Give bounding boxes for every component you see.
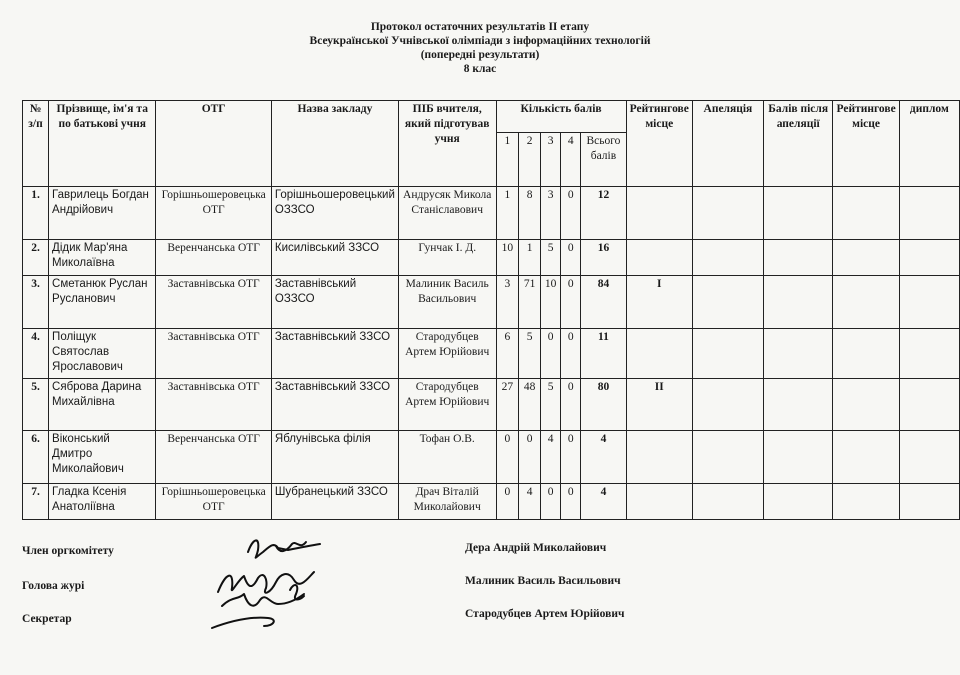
student-otg: Заставнівська ОТГ [156, 276, 271, 329]
rank [626, 484, 692, 520]
score-3: 5 [541, 379, 561, 431]
score-4: 0 [561, 329, 581, 379]
student-otg: Заставнівська ОТГ [156, 329, 271, 379]
table-row [23, 240, 960, 276]
school-name: Горішньошеровецький ОЗЗСО [271, 187, 398, 240]
score-3: 5 [541, 240, 561, 276]
col-appeal: Апеляція [692, 101, 763, 187]
col-total: Всього балів [581, 133, 626, 187]
score-4: 0 [561, 379, 581, 431]
col-after-appeal: Балів після апеляції [763, 101, 833, 187]
results-table [22, 100, 960, 520]
student-name: Дідик Мар'яна Миколаївна [49, 240, 156, 276]
row-num: 5. [23, 379, 49, 431]
score-2: 8 [519, 187, 541, 240]
score-2: 1 [519, 240, 541, 276]
score-3: 0 [541, 484, 561, 520]
row-num: 6. [23, 431, 49, 484]
row-num: 4. [23, 329, 49, 379]
score-1: 10 [496, 240, 519, 276]
signer-name-2: Малиник Василь Васильович [465, 575, 621, 587]
col-task-3: 3 [541, 133, 561, 187]
teacher-name: Андрусяк Микола Станіславович [398, 187, 496, 240]
header-note: (попередні результати) [420, 49, 540, 61]
col-final-rank: Рейтингове місце [833, 101, 899, 187]
rank [626, 431, 692, 484]
score-3: 4 [541, 431, 561, 484]
table-row [23, 187, 960, 240]
row-num: 2. [23, 240, 49, 276]
rank [626, 240, 692, 276]
student-otg: Заставнівська ОТГ [156, 379, 271, 431]
col-task-2: 2 [519, 133, 541, 187]
score-3: 0 [541, 329, 561, 379]
score-total: 12 [581, 187, 626, 240]
score-1: 0 [496, 431, 519, 484]
rank [626, 187, 692, 240]
student-name: Сметанюк Руслан Русланович [49, 276, 156, 329]
signer-name-1: Дера Андрій Миколайович [465, 542, 607, 554]
school-name: Кисилівський ЗЗСО [271, 240, 398, 276]
score-2: 5 [519, 329, 541, 379]
col-school: Назва закладу [271, 101, 398, 187]
school-name: Шубранецький ЗЗСО [271, 484, 398, 520]
school-name: Заставнівський ЗЗСО [271, 379, 398, 431]
table-row [23, 431, 960, 484]
score-total: 11 [581, 329, 626, 379]
score-4: 0 [561, 484, 581, 520]
score-1: 6 [496, 329, 519, 379]
score-2: 4 [519, 484, 541, 520]
signer-name-3: Стародубцев Артем Юрійович [465, 608, 625, 620]
score-2: 71 [519, 276, 541, 329]
row-num: 3. [23, 276, 49, 329]
student-otg: Горішньошеровецька ОТГ [156, 484, 271, 520]
student-name: Віконський Дмитро Миколайович [49, 431, 156, 484]
score-4: 0 [561, 240, 581, 276]
school-name: Яблунівська філія [271, 431, 398, 484]
student-name: Гладка Ксенія Анатоліївна [49, 484, 156, 520]
student-name: Поліщук Святослав Ярославович [49, 329, 156, 379]
document-header [0, 20, 960, 76]
col-rank: Рейтингове місце [626, 101, 692, 187]
score-total: 80 [581, 379, 626, 431]
teacher-name: Малиник Василь Васильович [398, 276, 496, 329]
col-diploma: диплом [899, 101, 959, 187]
col-num: № з/п [23, 101, 49, 187]
score-1: 0 [496, 484, 519, 520]
student-otg: Веренчанська ОТГ [156, 240, 271, 276]
header-subtitle: Всеукраїнської Учнівської олімпіади з інформаційних технологій [309, 35, 651, 47]
score-1: 1 [496, 187, 519, 240]
col-task-1: 1 [496, 133, 519, 187]
rank [626, 329, 692, 379]
table-row [23, 276, 960, 329]
col-otg: ОТГ [156, 101, 271, 187]
score-3: 10 [541, 276, 561, 329]
score-4: 0 [561, 187, 581, 240]
teacher-name: Гунчак І. Д. [398, 240, 496, 276]
score-2: 48 [519, 379, 541, 431]
teacher-name: Стародубцев Артем Юрійович [398, 379, 496, 431]
col-task-4: 4 [561, 133, 581, 187]
score-1: 3 [496, 276, 519, 329]
score-1: 27 [496, 379, 519, 431]
score-total: 4 [581, 484, 626, 520]
handwritten-signature [208, 530, 358, 640]
score-total: 4 [581, 431, 626, 484]
role-org-committee: Член оргкомітету [22, 545, 114, 557]
row-num: 1. [23, 187, 49, 240]
score-3: 3 [541, 187, 561, 240]
student-name: Гаврилець Богдан Андрійович [49, 187, 156, 240]
header-title: Протокол остаточних результатів II етапу [370, 21, 590, 33]
role-secretary: Секретар [22, 613, 72, 625]
rank: II [626, 379, 692, 431]
school-name: Заставнівський ЗЗСО [271, 329, 398, 379]
teacher-name: Тофан О.В. [398, 431, 496, 484]
table-row [23, 484, 960, 520]
col-teacher: ПІБ вчителя, який підготував учня [398, 101, 496, 187]
col-name: Прізвище, ім'я та по батькові учня [49, 101, 156, 187]
score-2: 0 [519, 431, 541, 484]
col-scores: Кількість балів [496, 101, 626, 133]
teacher-name: Драч Віталій Миколайович [398, 484, 496, 520]
student-otg: Веренчанська ОТГ [156, 431, 271, 484]
teacher-name: Стародубцев Артем Юрійович [398, 329, 496, 379]
header-grade: 8 клас [463, 63, 497, 75]
score-4: 0 [561, 276, 581, 329]
row-num: 7. [23, 484, 49, 520]
role-jury-head: Голова журі [22, 580, 85, 592]
student-otg: Горішньошеровецька ОТГ [156, 187, 271, 240]
rank: I [626, 276, 692, 329]
table-row [23, 329, 960, 379]
score-total: 84 [581, 276, 626, 329]
school-name: Заставнівський ОЗЗСО [271, 276, 398, 329]
table-row [23, 379, 960, 431]
student-name: Сяброва Дарина Михайлівна [49, 379, 156, 431]
score-4: 0 [561, 431, 581, 484]
score-total: 16 [581, 240, 626, 276]
